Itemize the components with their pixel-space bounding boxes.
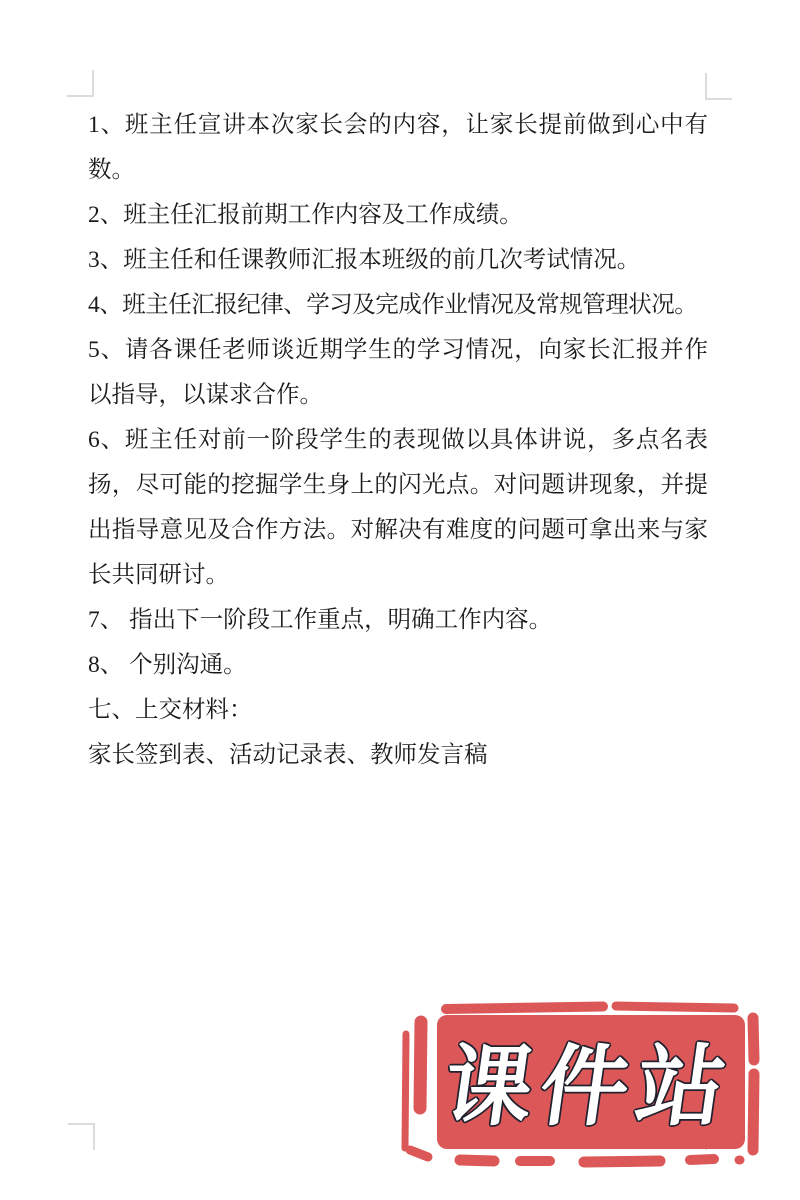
paragraph-item-4: 4、班主任汇报纪律、学习及完成作业情况及常规管理状况。 [88, 292, 698, 318]
paragraph-item-1: 1、班主任宣讲本次家长会的内容，让家长提前做到心中有数。 [88, 112, 708, 183]
paragraph-item-8: 8、 个别沟通。 [88, 652, 247, 678]
margin-crop-mark-top-right [705, 73, 732, 100]
section-heading-materials: 七、上交材料： [88, 697, 253, 723]
paragraph-item-7: 7、 指出下一阶段工作重点，明确工作内容。 [88, 607, 553, 633]
stamp-text: 课件站 [437, 1037, 740, 1136]
margin-crop-mark-bottom-left [68, 1123, 95, 1150]
watermark-stamp [398, 1000, 774, 1176]
paragraph-item-6: 6、班主任对前一阶段学生的表现做以具体讲说，多点名表扬，尽可能的挖掘学生身上的闪光点。对问题讲现象，并提出指导意见及合作方法。对解决有难度的问题可拿出来与家长共同研讨。 [88, 427, 708, 588]
paragraph-item-3: 3、班主任和任课教师汇报本班级的前几次考试情况。 [88, 247, 641, 273]
document-body [88, 103, 708, 778]
paragraph-item-2: 2、班主任汇报前期工作内容及工作成绩。 [88, 202, 523, 228]
margin-crop-mark-top-left [67, 70, 94, 97]
paragraph-item-5: 5、请各课任老师谈近期学生的学习情况，向家长汇报并作以指导，以谋求合作。 [88, 337, 708, 408]
materials-list: 家长签到表、活动记录表、教师发言稿 [88, 742, 488, 768]
